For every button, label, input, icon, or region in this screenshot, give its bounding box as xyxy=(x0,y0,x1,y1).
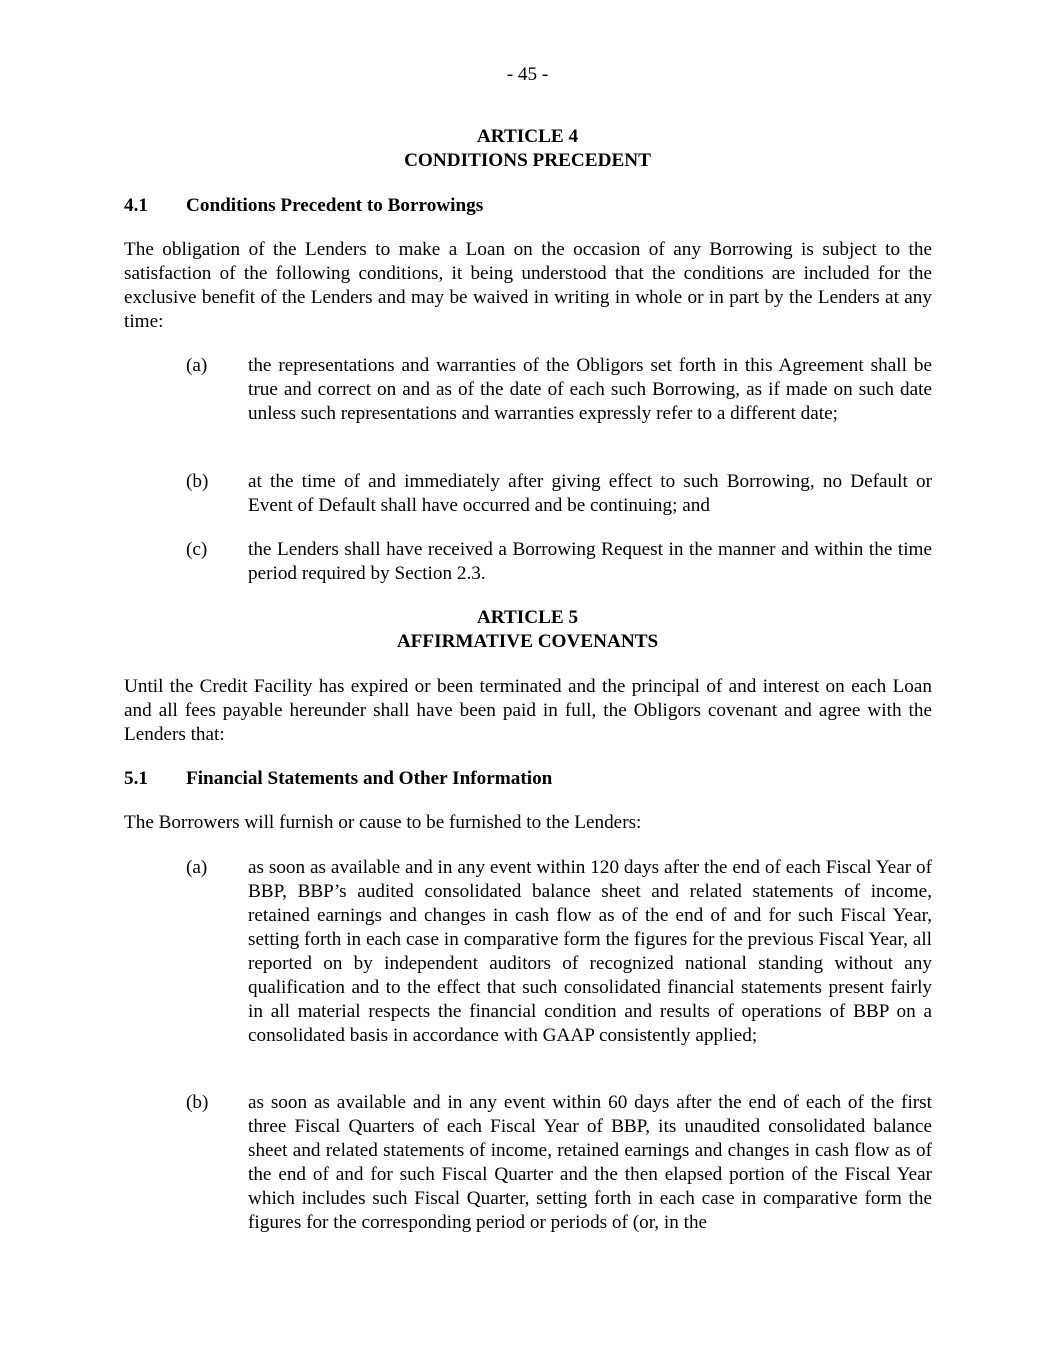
article-5-heading xyxy=(0,606,1055,654)
list-item-text: the Lenders shall have received a Borrowing Request in the manner and within the time period required by Section 2.3. xyxy=(248,539,932,584)
section-5-1-title: Financial Statements and Other Information xyxy=(186,768,553,789)
section-4-1-number: 4.1 xyxy=(124,195,148,216)
article-5-intro: Until the Credit Facility has expired or been terminated and the principal of and interest on each Loan and all fees payable hereunder shall have been paid in full, the Obligors covenant and agree with the Lenders that: xyxy=(124,676,932,745)
section-4-1-heading xyxy=(124,194,932,218)
list-item-text: as soon as available and in any event within 60 days after the end of each of the first three Fiscal Quarters of each Fiscal Year of BBP, its unaudited consolidated balance sheet and related statements of income, retained earnings and changes in cash flow as of the end of and for such Fiscal Quarter and the then elapsed portion of the Fiscal Year which includes such Fiscal Quarter, setting forth in each case in comparative form the figures for the corresponding period or periods of (or, in the xyxy=(248,1092,932,1233)
list-item-text: the representations and warranties of the Obligors set forth in this Agreement shall be true and correct on and as of the date of each such Borrowing, as if made on such date unless such representations and warranties expressly refer to a different date; xyxy=(248,355,932,424)
article-4-title: CONDITIONS PRECEDENT xyxy=(404,150,651,171)
page-number: - 45 - xyxy=(506,64,549,85)
list-item-text: as soon as available and in any event within 120 days after the end of each Fiscal Year of BBP, BBP’s audited consolidated balance sheet and related statements of income, retained earnings and changes in cash flow as of the end of and for such Fiscal Year, setting forth in each case in comparative form the figures for the previous Fiscal Year, all reported on by independent auditors of recognized national standing without any qualification and to the effect that such consolidated financial statements present fairly in all material respects the financial condition and results of operations of BBP on a consolidated basis in accordance with GAAP consistently applied; xyxy=(248,857,932,1046)
list-item-text: at the time of and immediately after giving effect to such Borrowing, no Default or Event of Default shall have occurred and be continuing; and xyxy=(248,471,932,516)
section-5-1-heading xyxy=(124,767,932,791)
list-item-label: (b) xyxy=(186,471,209,492)
section-5-1-number: 5.1 xyxy=(124,768,148,789)
section-4-1-intro: The obligation of the Lenders to make a Loan on the occasion of any Borrowing is subject to the satisfaction of the following conditions, it being understood that the conditions are included for the exclusive benefit of the Lenders and may be waived in writing in whole or in part by the Lenders at any time: xyxy=(124,239,932,332)
article-4-heading xyxy=(0,125,1055,173)
list-item-label: (b) xyxy=(186,1092,209,1113)
list-item-label: (a) xyxy=(186,355,208,376)
section-5-1-intro: The Borrowers will furnish or cause to be furnished to the Lenders: xyxy=(124,812,642,833)
list-item-label: (c) xyxy=(186,539,208,560)
article-4-number: ARTICLE 4 xyxy=(476,126,579,147)
article-5-title: AFFIRMATIVE COVENANTS xyxy=(396,631,659,652)
section-4-1-title: Conditions Precedent to Borrowings xyxy=(186,195,484,216)
article-5-number: ARTICLE 5 xyxy=(476,607,579,628)
list-item-label: (a) xyxy=(186,857,208,878)
